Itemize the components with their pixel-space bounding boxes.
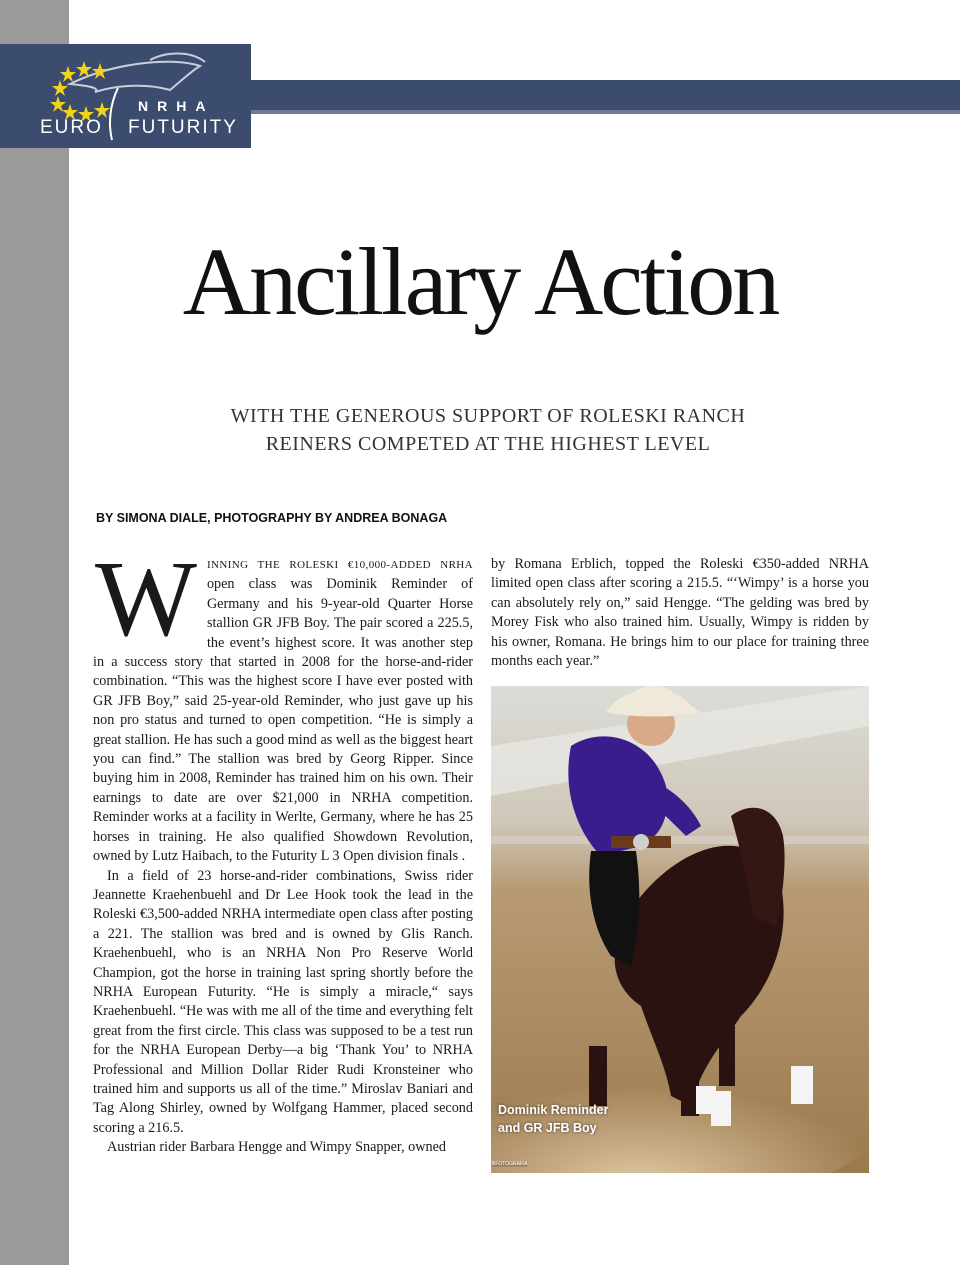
photo-caption bbox=[498, 1101, 608, 1137]
subtitle-line-2: REINERS COMPETED AT THE HIGHEST LEVEL bbox=[265, 433, 711, 455]
photo-credit: BFOTOGRAFIA bbox=[492, 1161, 528, 1167]
lead-smallcaps: INNING THE ROLESKI €10,000-ADDED NRHA bbox=[206, 559, 473, 571]
photo-reining-horse bbox=[491, 686, 869, 1173]
article-title: Ancillary Action bbox=[182, 228, 778, 335]
drop-cap: W bbox=[95, 540, 197, 659]
article-subtitle bbox=[0, 402, 960, 458]
paragraph-3: Austrian rider Barbara Hengge and Wimpy Snapper, owned bbox=[107, 1139, 446, 1156]
logo-euro-text: EURO bbox=[40, 117, 103, 138]
paragraph-1 bbox=[93, 540, 473, 867]
paragraph-3-continued: by Romana Erblich, topped the Roleski €350-added NRHA limited open class after scoring a 215.5. “‘Wimpy’ is a horse you can absolutely rely on,” said Hengge. “The gelding was bred by Morey Fisk who also trained him. Usually, Wimpy is ridden by his owner, Romana. He brings him to our place for training three months each year.” bbox=[491, 556, 869, 670]
logo-nrha-text: NRHA bbox=[138, 98, 215, 114]
caption-line-1: Dominik Reminder bbox=[498, 1103, 609, 1117]
logo-futurity-text: FUTURITY bbox=[128, 117, 238, 138]
byline: BY SIMONA DIALE, PHOTOGRAPHY BY ANDREA BONAGA bbox=[96, 511, 448, 525]
paragraph-1-text: open class was Dominik Reminder of Germany and his 9-year-old Quarter Horse stallion GR JFB Boy. The pair scored a 225.5, the event’s highest score. It was another step in a success story that started in 2008 for the horse-and-rider combination. “This was the highest score I have ever posted with GR JFB Boy,” said 25-year-old Reminder, who just gave up his non pro status and turned to open competition. “He is simply a great stallion. He has such a good mind as well as the biggest heart you can find.” The stallion was bred by Georg Ripper. Since buying him in 2008, Reminder has trained him on his own. Their earnings to date are over $21,000 in NRHA competition. Reminder works at a facility in Werlte, Germany, where he has 25 horses in training. He also qualified Showdown Revolution, owned by Lutz Haibach, to the Futurity L 3 Open division finals . bbox=[93, 576, 473, 865]
header-band bbox=[251, 80, 960, 114]
article-column-right bbox=[491, 555, 869, 671]
article-column-left bbox=[93, 540, 473, 1158]
subtitle-line-1: WITH THE GENEROUS SUPPORT OF ROLESKI RANCH bbox=[230, 405, 746, 427]
left-gray-sidebar bbox=[0, 0, 69, 1265]
paragraph-2: In a field of 23 horse-and-rider combinations, Swiss rider Jeannette Kraehenbuehl and Dr Lee Hook took the lead in the Roleski €3,500-added NRHA intermediate open class after posting a 221. The stallion was bred and is owned by Glis Ranch. Kraehenbuehl, who is an NRHA Non Pro Reserve World Champion, got the horse in training last spring shortly before the NRHA European Futurity. “He is simply a miracle,“ says Kraehenbuehl. “He was with me all of the time and everything felt great from the first circle. This class was supposed to be a test run for the NRHA European Derby—a big ‘Thank You’ to NRHA Professional and Million Dollar Rider Rudi Kronsteiner who trained him and supports us all of the time.” Miroslav Baniari and Tag Along Shirley, owned by Wolfgang Hammer, placed second scoring a 216.5. bbox=[93, 867, 473, 1136]
caption-line-2: and GR JFB Boy bbox=[498, 1121, 597, 1135]
photo-illustration bbox=[491, 686, 869, 1173]
